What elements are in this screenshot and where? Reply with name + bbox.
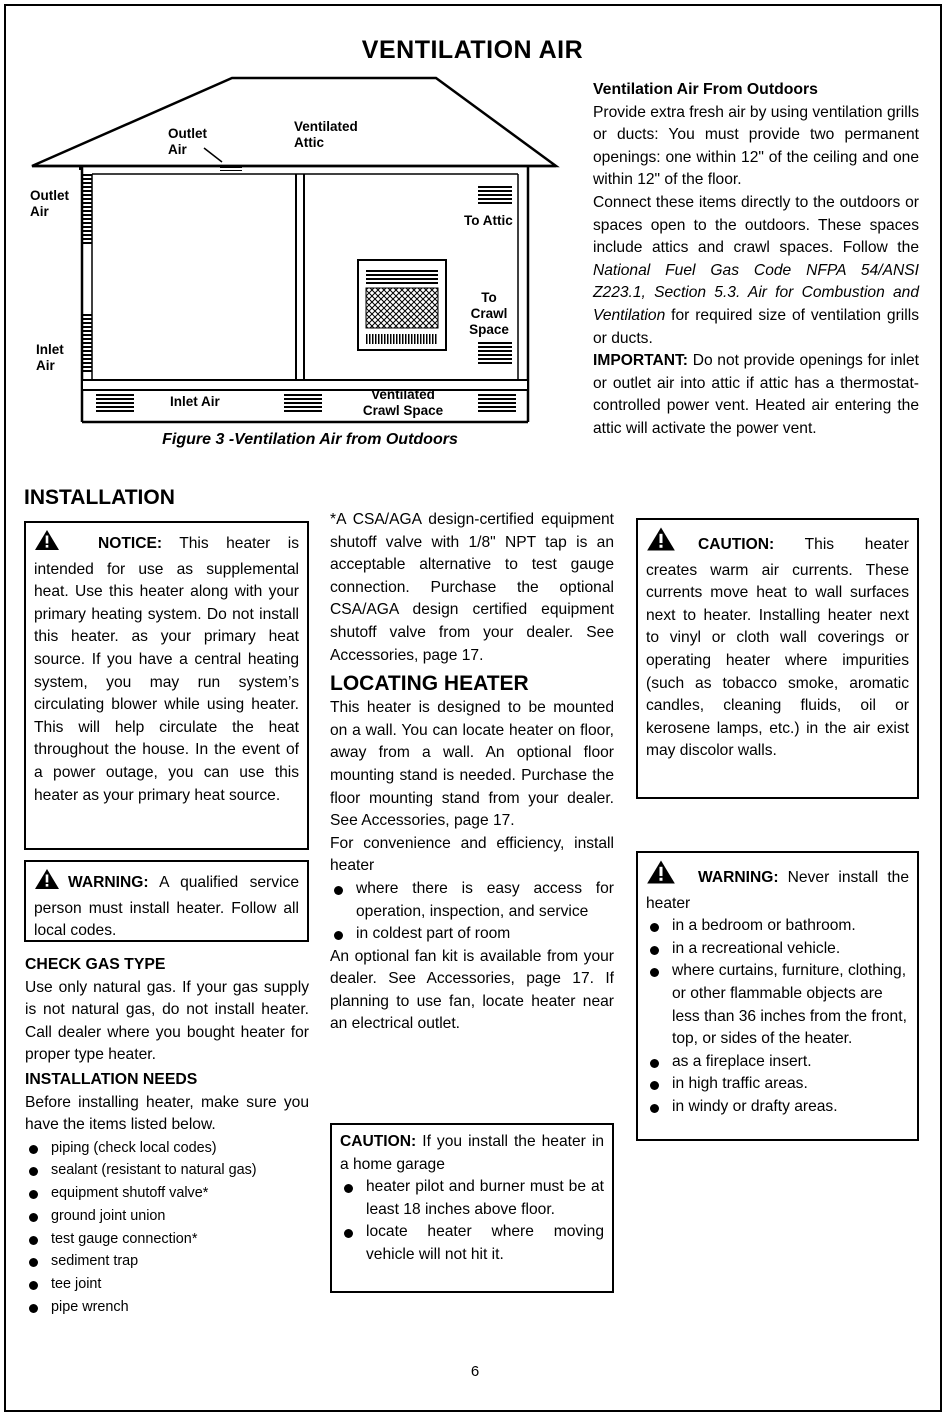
important-label: IMPORTANT:	[593, 352, 688, 370]
list-item: sediment trap	[25, 1250, 309, 1273]
locating-paragraph: This heater is designed to be mounted on a wall. You can locate heater on floor, away from a wall. An optional floor mounting stand is needed. Purchase the floor mounting stand from your dealer. See Accessories, page 17.	[330, 699, 614, 830]
notice-label: NOTICE:	[98, 535, 163, 552]
figure-caption: Figure 3 -Ventilation Air from Outdoors	[162, 431, 458, 448]
list-item: in high traffic areas.	[646, 1073, 909, 1096]
notice-box	[24, 521, 309, 850]
page-title: VENTILATION AIR	[361, 36, 584, 64]
valve-note: *A CSA/AGA design-certified equipment shutoff valve with 1/8" NPT tap is an acceptable alternative to test gauge connection. Purchase the optional CSA/AGA design certified equipment shutoff valve from your dealer. See Accessories, page 17.	[330, 511, 614, 664]
outdoors-paragraph-1: Provide extra fresh air by using ventilation grills or ducts: You must provide two permanent openings: one within 12" of the ceiling and one within 12" of the floor.	[593, 103, 919, 189]
list-item: test gauge connection*	[25, 1228, 309, 1251]
label-to-attic: To Attic	[464, 213, 513, 228]
list-item: where there is easy access for operation, inspection, and service	[330, 878, 614, 923]
list-item: in windy or drafty areas.	[646, 1096, 909, 1119]
list-item: equipment shutoff valve*	[25, 1182, 309, 1205]
locating-paragraph-2: For convenience and efficiency, install heater	[330, 834, 614, 875]
list-item: tee joint	[25, 1273, 309, 1296]
list-item: as a fireplace insert.	[646, 1051, 909, 1074]
outdoors-heading: Ventilation Air From Outdoors	[593, 81, 818, 98]
list-item: in a bedroom or bathroom.	[646, 915, 909, 938]
list-item: in a recreational vehicle.	[646, 938, 909, 961]
nfpa-code-reference: National Fuel Gas Code NFPA 54/ANSI Z223.1, Section 5.3. Air for Combustion and Ventilation	[593, 261, 919, 324]
middle-column	[330, 509, 614, 1036]
caution-label: CAUTION:	[698, 536, 775, 553]
warning-triangle-icon	[646, 859, 676, 893]
warning-text: A qualified service person must install heater. Follow all local codes.	[34, 874, 299, 940]
caution-text: This heater creates warm air currents. These currents move heat to wall surfaces next to heater. Installing heater next to vinyl or cloth wall coverings or operating heater where impurities (such as tobacco smoke, aromatic candles, cleaning fluids, oil or kerosene lamps, etc.) in the air exist may discolor walls.	[646, 536, 909, 760]
caution-list	[340, 1176, 604, 1266]
needs-intro: Before installing heater, make sure you have the items listed below.	[25, 1093, 309, 1134]
label-to-crawl-space: To Crawl Space	[469, 290, 509, 337]
important-text: Do not provide openings for inlet or outlet air into attic if attic has a thermostat-controlled power vent. Heated air entering the attic will activate the power vent.	[593, 352, 919, 437]
outdoors-section	[593, 79, 919, 441]
list-item: ground joint union	[25, 1205, 309, 1228]
locating-list	[330, 878, 614, 946]
caution-text: If you install the heater in a home garage	[340, 1133, 604, 1173]
label-inlet-air-side: Inlet Air	[36, 342, 64, 373]
caution-box-air-currents	[636, 518, 919, 799]
installation-heading: INSTALLATION	[24, 486, 175, 509]
label-inlet-air-floor: Inlet Air	[170, 394, 220, 409]
fan-paragraph: An optional fan kit is available from your dealer. See Accessories, page 17. If planning to use fan, locate heater near an electrical outlet.	[330, 947, 614, 1033]
check-gas-section	[25, 954, 309, 1318]
list-item: in coldest part of room	[330, 923, 614, 946]
caution-label: CAUTION:	[340, 1133, 417, 1150]
list-item: heater pilot and burner must be at least 18 inches above floor.	[340, 1176, 604, 1221]
warning-triangle-icon	[34, 868, 60, 898]
list-item: where curtains, furniture, clothing, or other flammable objects are less than 36 inches from the front, top, or sides of the heater.	[646, 960, 909, 1050]
check-gas-text: Use only natural gas. If your gas supply is not natural gas, do not install heater. Call dealer where you bought heater for proper type heater.	[25, 978, 309, 1064]
warning-box-never-install	[636, 851, 919, 1141]
list-item: sealant (resistant to natural gas)	[25, 1159, 309, 1182]
check-gas-heading: CHECK GAS TYPE	[25, 956, 166, 973]
outdoors-paragraph-2	[593, 192, 919, 350]
warning-triangle-icon	[34, 529, 60, 559]
label-ventilated-attic: Ventilated Attic	[294, 119, 358, 150]
locating-heading: LOCATING HEATER	[330, 672, 529, 696]
warning-label: WARNING:	[698, 869, 779, 886]
page-number: 6	[470, 1363, 480, 1380]
label-ventilated-crawl-space: Ventilated Crawl Space	[362, 387, 444, 418]
outdoors-p2-text: Connect these items directly to the outdoors or spaces open to the outdoors. These spaces include attics and crawl spaces. Follow the	[593, 193, 919, 257]
outdoors-p2-text-end: for required size of ventilation grills or ducts.	[593, 306, 919, 347]
notice-text: This heater is intended for use as supplemental heat. Use this heater along with your primary heating system. Do not install this heater. as your primary heat source. If you have a central heating system, you may run system’s circulating blower while using heater. This will help circulate the heat throughout the house. In the event of a power outage, you can use this heater as your primary heat source.	[34, 535, 299, 804]
warning-triangle-icon	[646, 526, 676, 560]
label-outlet-air-roof: Outlet Air	[168, 126, 207, 157]
warning-label: WARNING:	[68, 874, 149, 891]
needs-heading: INSTALLATION NEEDS	[25, 1070, 198, 1088]
warning-list	[646, 915, 909, 1118]
warning-text: Never install the heater	[646, 869, 909, 912]
list-item: pipe wrench	[25, 1296, 309, 1319]
list-item: locate heater where moving vehicle will not hit it.	[340, 1221, 604, 1266]
list-item: piping (check local codes)	[25, 1137, 309, 1160]
needs-list	[25, 1137, 309, 1319]
caution-box-garage	[330, 1123, 614, 1293]
important-note	[593, 350, 919, 440]
warning-box-qualified	[24, 860, 309, 942]
label-outlet-air-side: Outlet Air	[30, 188, 69, 219]
ventilation-diagram	[24, 74, 584, 434]
